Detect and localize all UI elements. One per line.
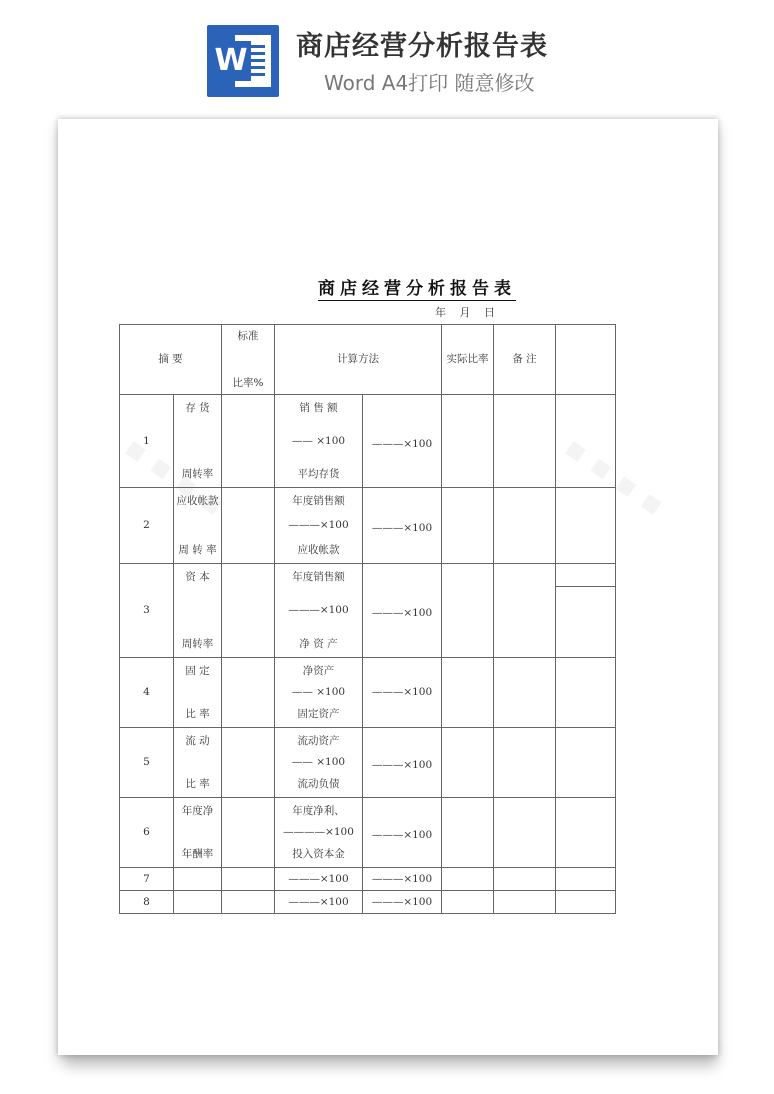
formula-denominator: 投入资本金 xyxy=(292,847,345,860)
row-standard xyxy=(222,891,275,914)
row-blank xyxy=(556,891,616,914)
table-row xyxy=(120,564,616,658)
row-formula-right xyxy=(363,728,442,798)
row-item xyxy=(174,488,222,564)
table-row xyxy=(120,798,616,868)
header-standard-bottom: 比率% xyxy=(232,376,264,389)
row-remarks xyxy=(494,891,556,914)
formula-right: ———×100 xyxy=(371,437,433,450)
formula-numerator: 流动资产 xyxy=(297,734,340,747)
row-remarks xyxy=(494,868,556,891)
report-table xyxy=(119,324,616,914)
formula-single: ———×100 xyxy=(288,895,349,908)
row-item xyxy=(174,728,222,798)
row-formula-right xyxy=(363,868,442,891)
row-blank xyxy=(556,488,616,564)
row-formula xyxy=(275,798,363,868)
document-page xyxy=(58,119,718,1055)
row-formula-right xyxy=(363,488,442,564)
row-actual xyxy=(442,891,494,914)
row-item xyxy=(174,891,222,914)
formula-right: ———×100 xyxy=(371,759,433,771)
table-row xyxy=(120,728,616,798)
row-item-bottom: 周 转 率 xyxy=(178,543,217,556)
table-row xyxy=(120,395,616,488)
row-remarks xyxy=(494,564,556,658)
word-letter: W xyxy=(211,41,251,81)
formula-right: ———×100 xyxy=(371,522,433,534)
row-formula-right xyxy=(363,658,442,728)
header-actual: 实际比率 xyxy=(442,325,494,395)
row-actual xyxy=(442,728,494,798)
row-item-top: 流 动 xyxy=(185,734,210,747)
row-actual xyxy=(442,564,494,658)
banner-title: 商店经营分析报告表 xyxy=(296,31,548,62)
row-item-bottom: 周转率 xyxy=(181,637,214,650)
row-item-top: 存 货 xyxy=(185,401,210,414)
row-blank xyxy=(556,868,616,891)
row-standard xyxy=(222,868,275,891)
row-standard xyxy=(222,488,275,564)
row-item xyxy=(174,564,222,658)
row-item-bottom: 比 率 xyxy=(185,777,210,790)
row-number: 2 xyxy=(120,488,174,564)
row-formula-right xyxy=(363,798,442,868)
formula-denominator: 净 资 产 xyxy=(299,637,338,650)
row-blank-split xyxy=(556,564,615,656)
row-blank xyxy=(556,798,616,868)
row-formula-right xyxy=(363,395,442,488)
divider xyxy=(556,586,615,587)
formula-right: ———×100 xyxy=(371,872,433,885)
word-app-icon xyxy=(207,25,279,97)
formula-numerator: 年度净利、 xyxy=(292,804,345,817)
formula-right: ———×100 xyxy=(371,895,433,908)
row-formula xyxy=(275,868,363,891)
formula-numerator: 年度销售额 xyxy=(292,570,345,583)
row-number: 4 xyxy=(120,658,174,728)
header-blank xyxy=(556,325,616,395)
formula-fraction-line: —— ×100 xyxy=(291,434,346,447)
row-number: 3 xyxy=(120,564,174,658)
row-remarks xyxy=(494,658,556,728)
row-blank xyxy=(556,395,616,488)
formula-right: ———×100 xyxy=(371,686,433,698)
row-number: 1 xyxy=(120,395,174,488)
formula-single: ———×100 xyxy=(288,872,349,885)
row-formula xyxy=(275,488,363,564)
formula-numerator: 年度销售额 xyxy=(292,494,345,507)
formula-right: ———×100 xyxy=(371,829,433,841)
table-row xyxy=(120,488,616,564)
row-formula xyxy=(275,395,363,488)
row-standard xyxy=(222,564,275,658)
header-method: 计算方法 xyxy=(275,325,442,395)
row-item xyxy=(174,868,222,891)
formula-fraction-line: ———×100 xyxy=(288,604,349,616)
row-formula-right xyxy=(363,891,442,914)
row-standard xyxy=(222,798,275,868)
table-row xyxy=(120,868,616,891)
header-remarks: 备 注 xyxy=(494,325,556,395)
row-number: 6 xyxy=(120,798,174,868)
header-standard-top: 标准 xyxy=(237,329,259,342)
table-row xyxy=(120,891,616,914)
formula-fraction-line: —— ×100 xyxy=(291,756,346,768)
row-number: 5 xyxy=(120,728,174,798)
formula-denominator: 流动负债 xyxy=(297,777,340,790)
row-standard xyxy=(222,658,275,728)
row-actual xyxy=(442,798,494,868)
row-item xyxy=(174,798,222,868)
row-number: 8 xyxy=(120,891,174,914)
row-item-top: 应收帐款 xyxy=(176,494,219,507)
row-blank xyxy=(556,658,616,728)
row-formula-right xyxy=(363,564,442,658)
formula-fraction-line: ————×100 xyxy=(283,826,354,838)
row-standard xyxy=(222,395,275,488)
row-number: 7 xyxy=(120,868,174,891)
formula-denominator: 应收帐款 xyxy=(297,543,340,556)
banner-subtitle: Word A4打印 随意修改 xyxy=(324,71,535,95)
row-actual xyxy=(442,395,494,488)
table-row xyxy=(120,658,616,728)
row-item-bottom: 周转率 xyxy=(181,467,214,480)
formula-fraction-line: —— ×100 xyxy=(291,686,346,698)
row-blank xyxy=(556,728,616,798)
row-item-top: 年度净 xyxy=(181,804,214,817)
date-line: 年 月 日 xyxy=(435,306,495,319)
header-standard xyxy=(222,325,275,395)
header-summary: 摘 要 xyxy=(120,325,222,395)
row-item-bottom: 年酬率 xyxy=(181,847,214,860)
document-title: 商店经营分析报告表 xyxy=(318,279,516,299)
table-header-row xyxy=(120,325,616,395)
row-formula xyxy=(275,728,363,798)
row-actual xyxy=(442,488,494,564)
row-remarks xyxy=(494,728,556,798)
formula-denominator: 平均存货 xyxy=(297,467,340,480)
row-item xyxy=(174,658,222,728)
formula-numerator: 销 售 额 xyxy=(299,401,338,414)
row-formula xyxy=(275,891,363,914)
formula-fraction-line: ———×100 xyxy=(288,519,349,531)
row-item-top: 资 本 xyxy=(185,570,210,583)
row-item xyxy=(174,395,222,488)
row-formula xyxy=(275,658,363,728)
row-blank xyxy=(556,564,616,658)
formula-numerator: 净资产 xyxy=(302,664,335,677)
formula-denominator: 固定资产 xyxy=(297,707,340,720)
row-item-top: 固 定 xyxy=(185,664,210,677)
row-actual xyxy=(442,868,494,891)
row-remarks xyxy=(494,488,556,564)
row-remarks xyxy=(494,798,556,868)
row-actual xyxy=(442,658,494,728)
row-standard xyxy=(222,728,275,798)
row-item-bottom: 比 率 xyxy=(185,707,210,720)
row-formula xyxy=(275,564,363,658)
row-remarks xyxy=(494,395,556,488)
formula-right: ———×100 xyxy=(371,607,433,619)
